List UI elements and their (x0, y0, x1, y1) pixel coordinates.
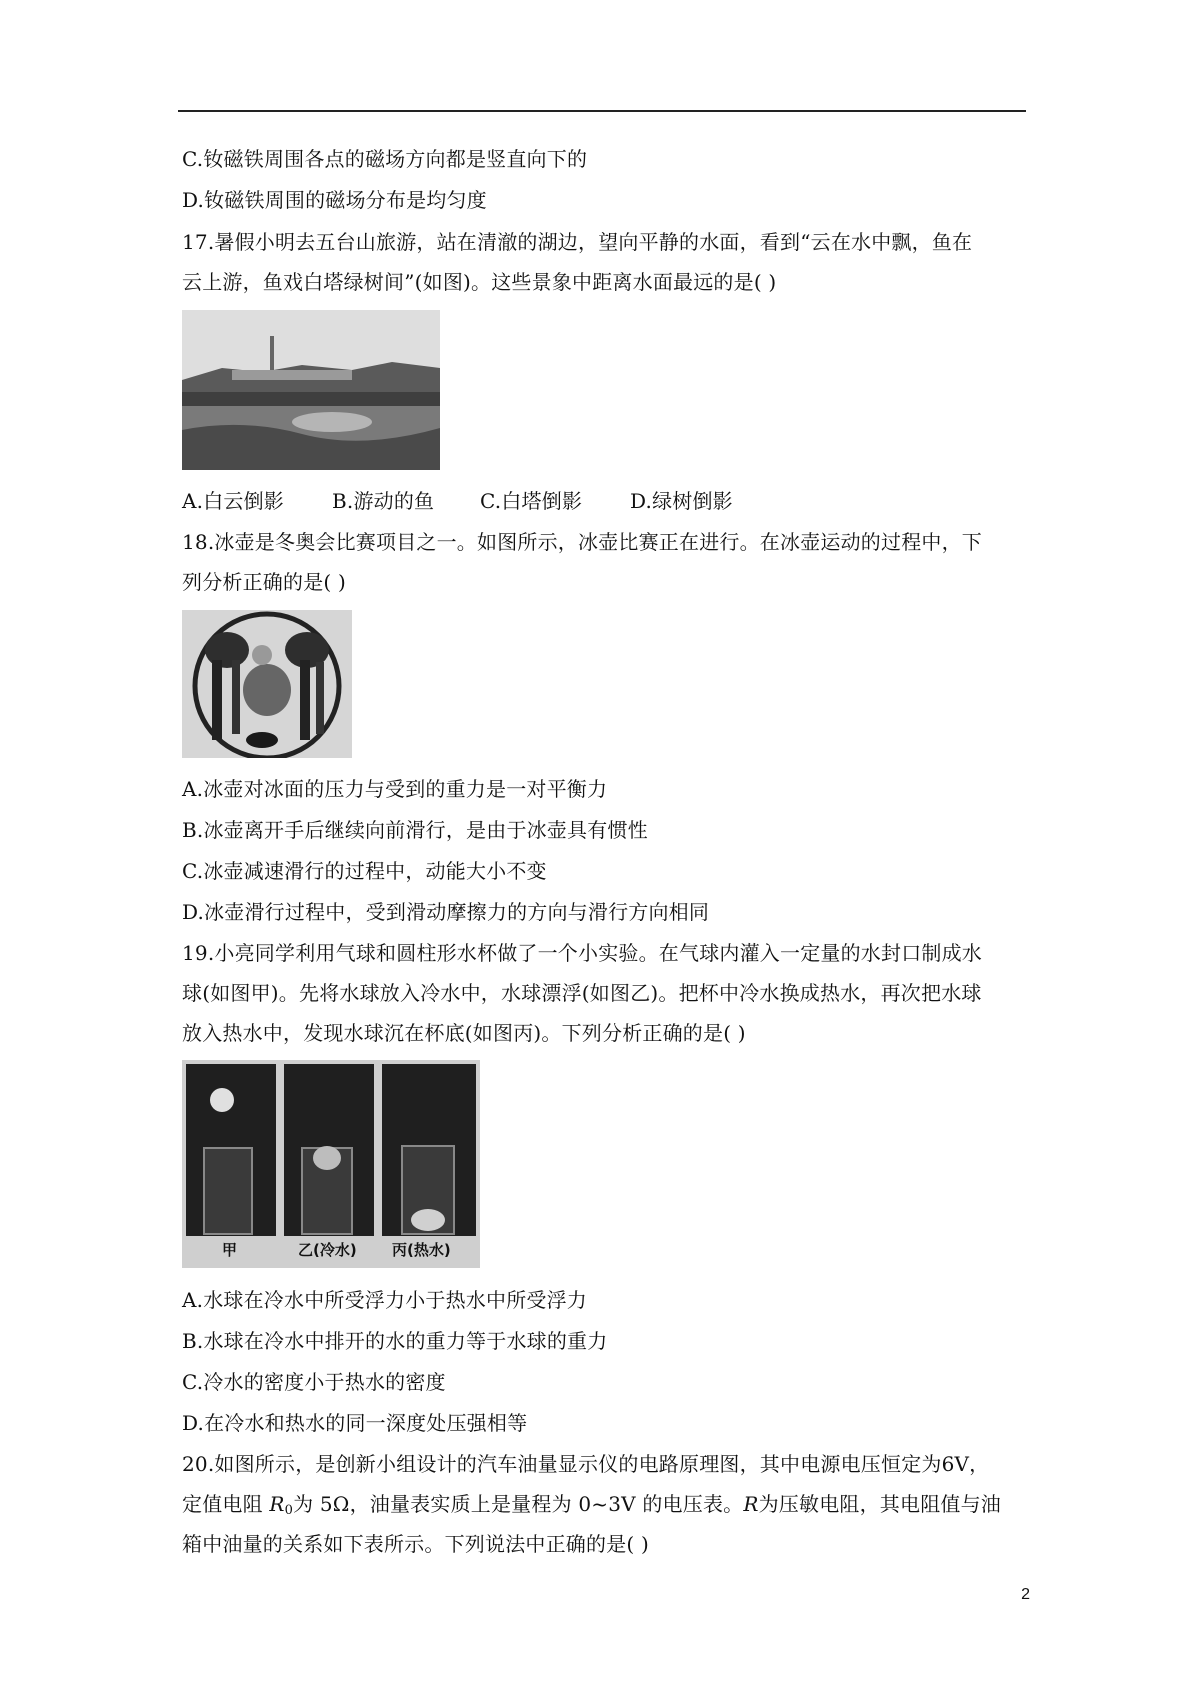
q19-caption-yi: 乙(冷水) (298, 1241, 357, 1259)
q19-caption-jia: 甲 (222, 1241, 238, 1259)
q18-stem-line2: 列分析正确的是( ) (182, 570, 346, 594)
prev-option-d: D.钕磁铁周围的磁场分布是均匀度 (182, 188, 487, 212)
q17-lake-photo (182, 310, 440, 470)
q18-stem-line1: 18.冰壶是冬奥会比赛项目之一。如图所示，冰壶比赛正在进行。在冰壶运动的过程中，下 (182, 530, 983, 554)
q17-options (182, 487, 733, 515)
q17-option-c: C.白塔倒影 (480, 489, 583, 513)
header-rule (178, 110, 1026, 112)
q20-line2-post: 为 5Ω，油量表实质上是量程为 0~3V 的电压表。 (293, 1492, 744, 1516)
q20-line2-post2: 为压敏电阻，其电阻值与油 (758, 1492, 1002, 1516)
page-number: 2 (1021, 1586, 1030, 1603)
q17-stem-line2: 云上游，鱼戏白塔绿树间”(如图)。这些景象中距离水面最远的是( ) (182, 270, 777, 294)
q19-stem-line3: 放入热水中，发现水球沉在杯底(如图丙)。下列分析正确的是( ) (182, 1021, 746, 1045)
q18-option-a: A.冰壶对冰面的压力与受到的重力是一对平衡力 (182, 777, 608, 801)
q19-option-d: D.在冷水和热水的同一深度处压强相等 (182, 1411, 528, 1435)
q17-option-b: B.游动的鱼 (332, 489, 435, 513)
q20-r0-symbol: R (269, 1492, 285, 1516)
q20-r-symbol: R (743, 1492, 759, 1516)
prev-option-c: C.钕磁铁周围各点的磁场方向都是竖直向下的 (182, 147, 588, 171)
q19-option-b: B.水球在冷水中排开的水的重力等于水球的重力 (182, 1329, 608, 1353)
waterball-cups-image (182, 1060, 480, 1268)
q19-waterball-photo (182, 1060, 480, 1268)
lake-scene-image (182, 310, 440, 470)
curling-scene-image (182, 610, 352, 758)
q19-stem-line1: 19.小亮同学利用气球和圆柱形水杯做了一个小实验。在气球内灌入一定量的水封口制成水 (182, 941, 983, 965)
q20-stem-line1: 20.如图所示，是创新小组设计的汽车油量显示仪的电路原理图，其中电源电压恒定为6V， (182, 1452, 990, 1476)
q18-option-d: D.冰壶滑行过程中，受到滑动摩擦力的方向与滑行方向相同 (182, 900, 710, 924)
q18-option-c: C.冰壶减速滑行的过程中，动能大小不变 (182, 859, 547, 883)
q18-option-b: B.冰壶离开手后继续向前滑行，是由于冰壶具有惯性 (182, 818, 648, 842)
q17-option-a: A.白云倒影 (182, 489, 285, 513)
q17-option-d: D.绿树倒影 (630, 489, 733, 513)
q20-stem-line3: 箱中油量的关系如下表所示。下列说法中正确的是( ) (182, 1532, 649, 1556)
q18-curling-photo (182, 610, 352, 758)
q19-option-c: C.冷水的密度小于热水的密度 (182, 1370, 446, 1394)
q19-caption-bing: 丙(热水) (392, 1241, 451, 1259)
q17-stem-line1: 17.暑假小明去五台山旅游，站在清澈的湖边，望向平静的水面，看到“云在水中飘，鱼在 (182, 230, 973, 254)
q20-line2-pre: 定值电阻 (182, 1492, 270, 1516)
q19-option-a: A.水球在冷水中所受浮力小于热水中所受浮力 (182, 1288, 588, 1312)
q19-stem-line2: 球(如图甲)。先将水球放入冷水中，水球漂浮(如图乙)。把杯中冷水换成热水，再次把水球 (182, 981, 982, 1005)
q20-r0-subscript: 0 (284, 1503, 294, 1518)
q20-stem-line2 (182, 1490, 1001, 1525)
